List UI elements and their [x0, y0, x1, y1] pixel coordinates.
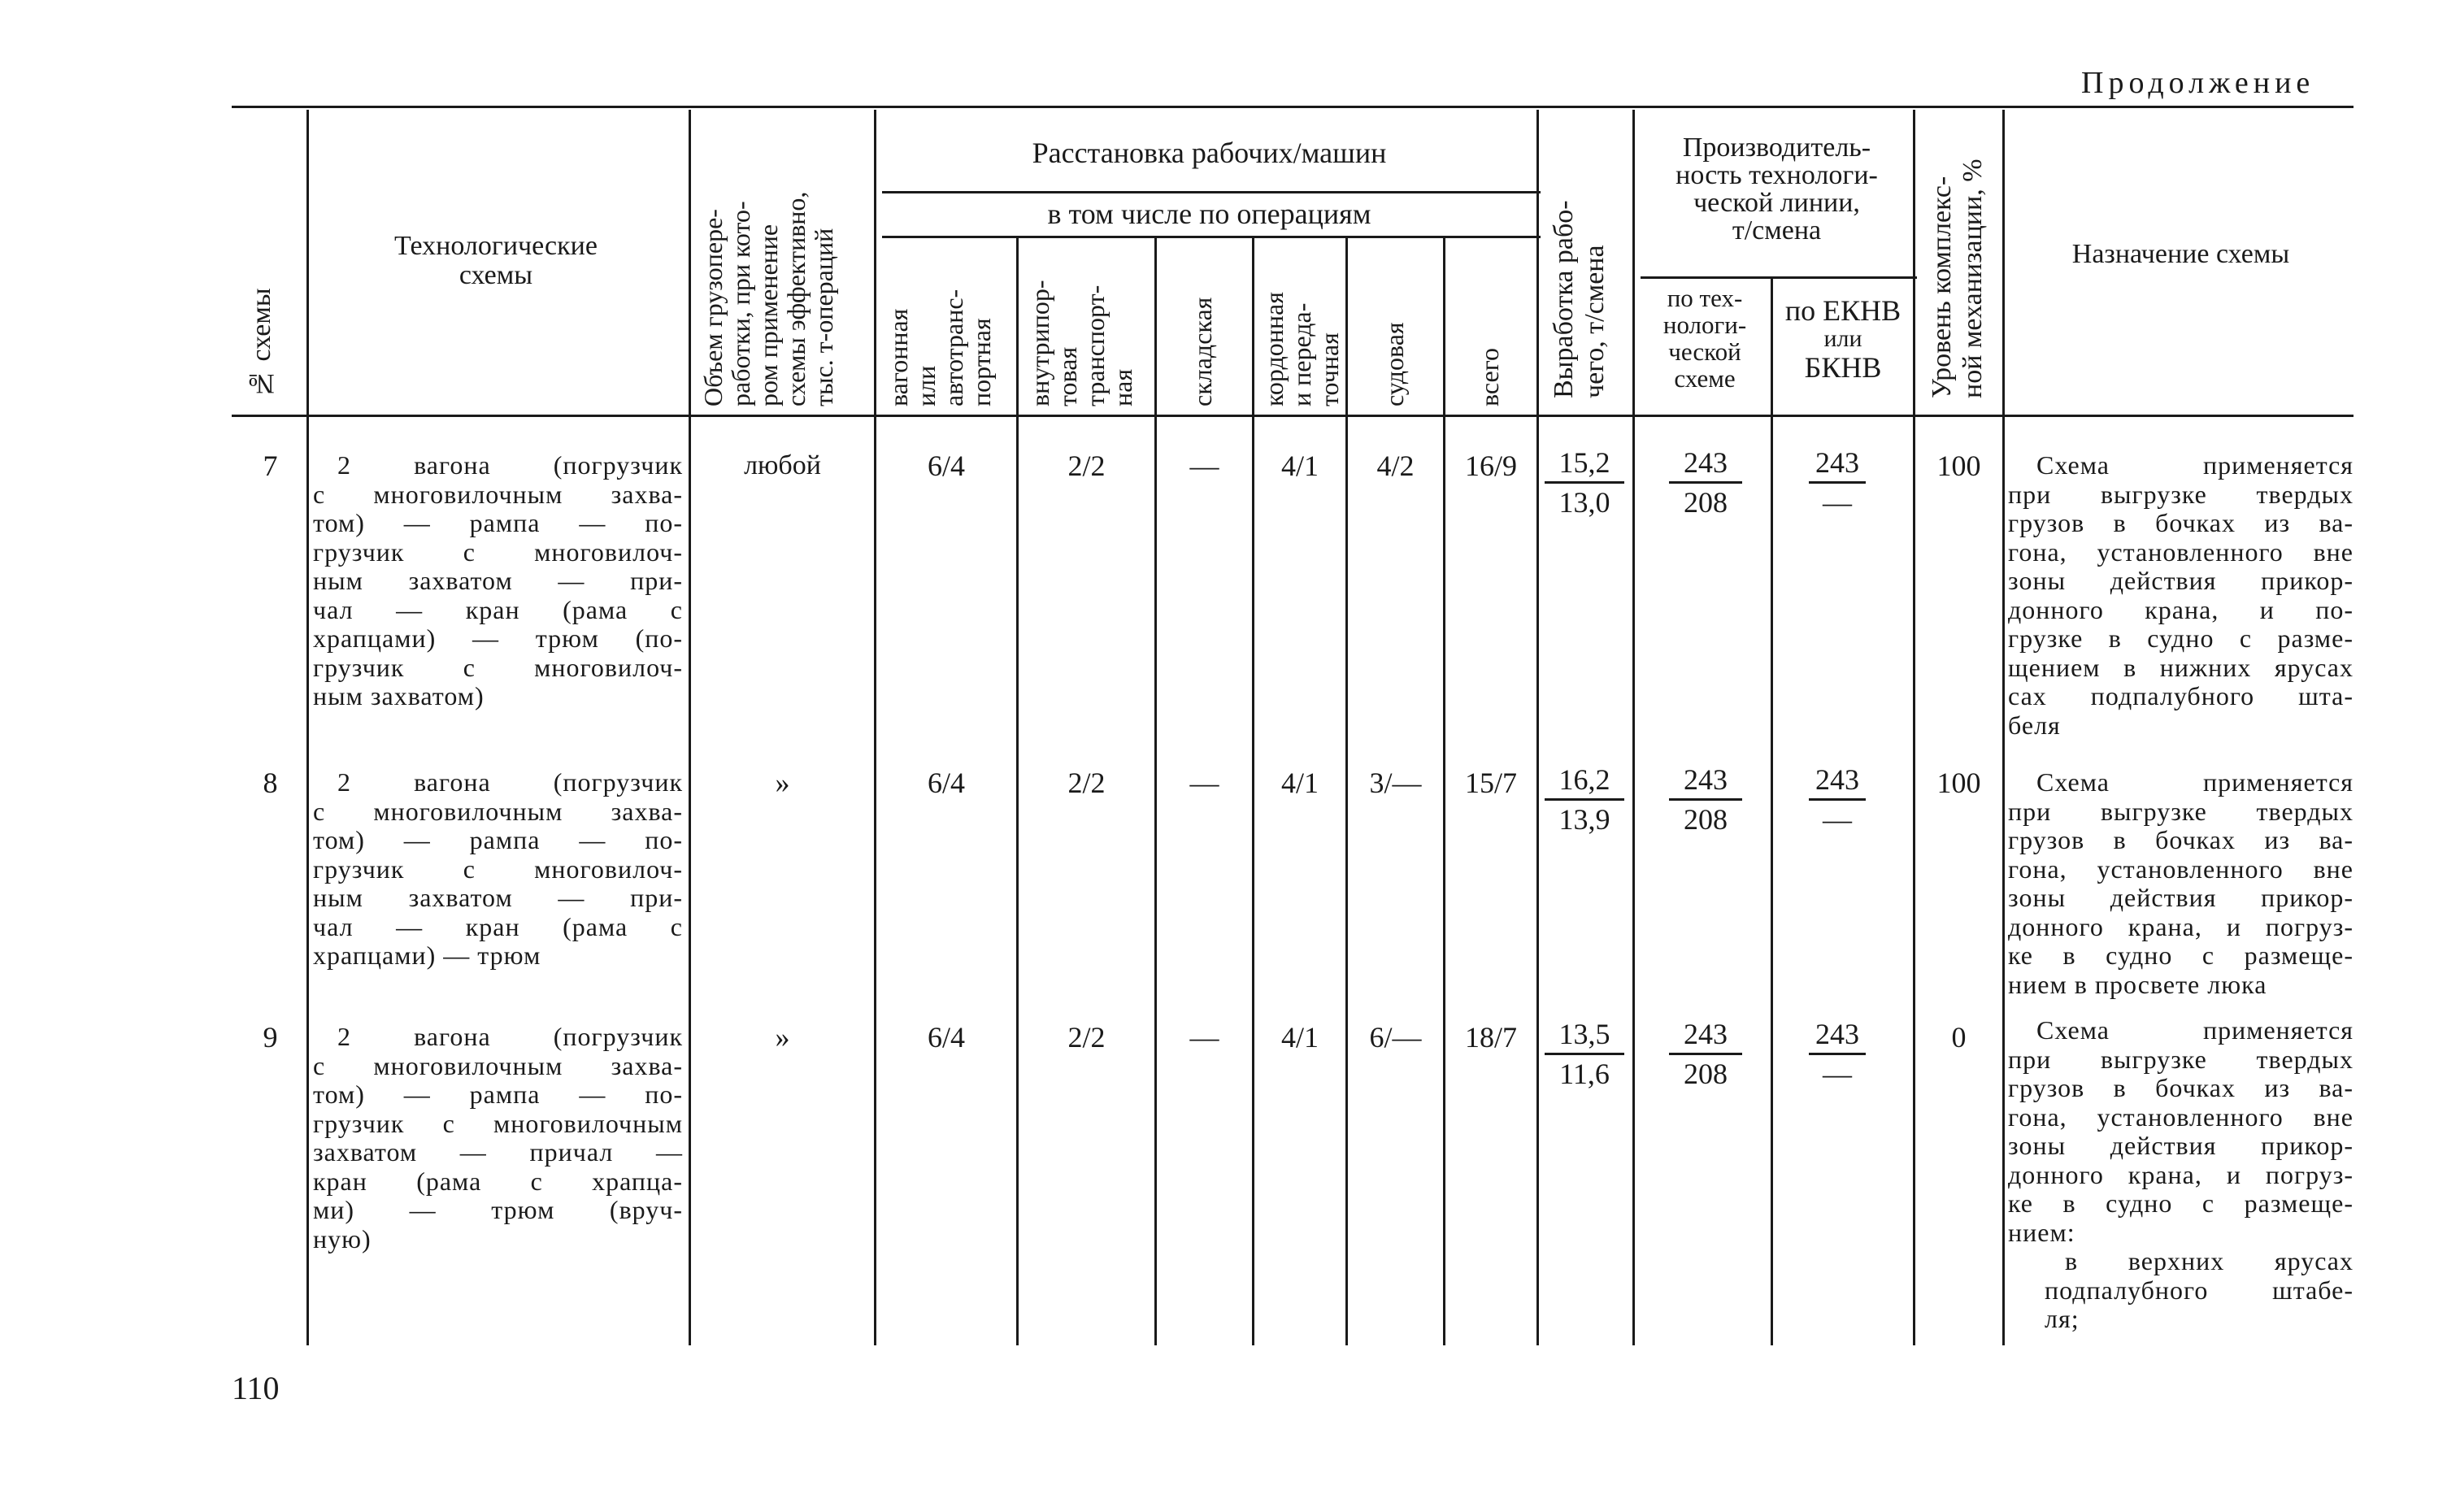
- col-rule-10: [1632, 110, 1635, 1345]
- row-9-scheme-line-1: 2 вагона (погрузчик: [337, 1022, 683, 1051]
- table-top-rule: [232, 106, 2354, 108]
- row-8-purpose-line-4: гона, установленного вне: [2008, 854, 2354, 884]
- row-7-purpose-line-6: донного крана, и по-: [2008, 594, 2354, 624]
- row-7-purpose-line-4: гона, установленного вне: [2008, 537, 2354, 567]
- row-9-warehouse: —: [1189, 1021, 1219, 1054]
- header-placement-sub: в том числе по операциям: [1047, 198, 1371, 230]
- row-7-scheme: [313, 451, 683, 711]
- header-op-ship-line-1: судовая: [1380, 322, 1409, 406]
- header-prod-tech-line-4: схеме: [1674, 364, 1736, 393]
- row-7-scheme-line-8: грузчик с многовилоч-: [313, 652, 683, 682]
- header-volume-line-5: тыс. т-операций: [809, 228, 838, 406]
- header-prod-tech-line-3: ческой: [1668, 337, 1741, 366]
- row-9-output-denominator: 11,6: [1559, 1058, 1610, 1090]
- header-op-total: [1476, 244, 1503, 406]
- row-9-scheme-line-3: том) — рампа — по-: [313, 1080, 683, 1109]
- col-rule-12: [1913, 110, 1915, 1345]
- header-output: [1549, 138, 1610, 398]
- row-8-warehouse: —: [1189, 767, 1219, 799]
- header-mech-line-2: ной механизации, %: [1958, 159, 1988, 398]
- col-rule-3: [874, 110, 876, 1345]
- row-7-purpose-line-1: Схема применяется: [2036, 450, 2354, 480]
- header-productivity-line-3: ческой линии,: [1693, 188, 1860, 218]
- header-prod-tech-line-2: нологи-: [1662, 311, 1747, 339]
- row-7-wagon: 6/4: [927, 450, 965, 482]
- row-7-eknv-denominator: —: [1823, 486, 1852, 519]
- row-8-purpose-line-5: зоны действия прикор-: [2008, 883, 2354, 912]
- row-7-internal: 2/2: [1067, 450, 1106, 482]
- header-op-ship: [1380, 244, 1408, 406]
- row-9-purpose: [2008, 1016, 2354, 1334]
- row-7-productivity: [1669, 445, 1742, 519]
- header-output-line-1: Выработка рабо-: [1549, 200, 1579, 398]
- row-8-eknv-numerator: 243: [1809, 763, 1866, 801]
- row-8-purpose-line-3: грузов в бочках из ва-: [2008, 825, 2354, 854]
- row-7-purpose-line-2: при выгрузке твердых: [2008, 479, 2354, 509]
- row-7-scheme-line-1: 2 вагона (погрузчик: [337, 450, 683, 480]
- header-op-kordon: [1260, 244, 1343, 406]
- row-7-purpose-line-5: зоны действия прикор-: [2008, 566, 2354, 595]
- row-8-scheme-line-1: 2 вагона (погрузчик: [337, 767, 683, 797]
- row-8-purpose-line-1: Схема применяется: [2036, 767, 2354, 797]
- row-7-purpose-line-8: щением в нижних ярусах: [2008, 652, 2354, 682]
- row-7-output: [1545, 445, 1624, 519]
- header-op-warehouse-line-1: складская: [1188, 297, 1217, 406]
- row-9-purpose-extra-line-2: подпалубного штабе-: [2045, 1275, 2354, 1305]
- row-9-output-numerator: 13,5: [1545, 1017, 1624, 1055]
- row-8-scheme-line-5: ным захватом — при-: [313, 883, 683, 912]
- row-9-kordon: 4/1: [1280, 1021, 1319, 1054]
- row-8-output-denominator: 13,9: [1558, 803, 1610, 836]
- row-8-scheme-line-3: том) — рампа — по-: [313, 825, 683, 854]
- row-7-ship: 4/2: [1376, 450, 1415, 482]
- row-8-ship: 3/—: [1369, 767, 1422, 799]
- placement-sub-rule: [882, 236, 1541, 238]
- header-prod-eknv: [1775, 294, 1911, 384]
- col-rule-11: [1771, 276, 1773, 1345]
- row-7-number: 7: [263, 450, 278, 482]
- row-8-scheme-line-4: грузчик с многовилоч-: [313, 854, 683, 884]
- header-volume-line-2: работки, при кото-: [726, 201, 755, 406]
- header-volume-line-1: Объем грузопере-: [698, 209, 728, 406]
- row-8-kordon: 4/1: [1280, 767, 1319, 799]
- col-rule-9: [1536, 110, 1539, 1345]
- row-9-eknv-numerator: 243: [1809, 1017, 1866, 1055]
- row-7-warehouse: —: [1189, 450, 1219, 482]
- row-8-number: 8: [263, 767, 278, 799]
- header-op-internal-line-2: товая: [1053, 346, 1082, 406]
- header-schemes-text: Технологические схемы: [394, 231, 598, 290]
- header-op-wagon-line-3: автотранс-: [939, 289, 968, 406]
- row-7-kordon: 4/1: [1280, 450, 1319, 482]
- row-9-purpose-line-7: ке в судно с размеще-: [2008, 1188, 2354, 1218]
- row-8-purpose-line-2: при выгрузке твердых: [2008, 796, 2354, 826]
- row-8-eknv-denominator: —: [1823, 803, 1852, 836]
- row-7-purpose-line-10: беля: [2008, 710, 2061, 740]
- placement-header-rule: [882, 191, 1541, 193]
- row-9-scheme-line-2: с многовилочным захва-: [313, 1050, 683, 1080]
- header-op-kordon-line-2: и переда-: [1287, 302, 1316, 406]
- header-output-line-2: чего, т/смена: [1580, 245, 1610, 398]
- header-productivity-line-4: т/смена: [1732, 215, 1822, 245]
- header-productivity-line-1: Производитель-: [1682, 133, 1871, 163]
- row-9-scheme-line-6: кран (рама с храпца-: [313, 1166, 683, 1196]
- row-9-purpose-extra-line-1: в верхних ярусах: [2065, 1246, 2354, 1275]
- row-8-productivity-denominator: 208: [1684, 803, 1728, 836]
- row-8-purpose: [2008, 768, 2354, 999]
- header-productivity: [1641, 134, 1913, 245]
- header-op-kordon-line-1: кордонная: [1259, 292, 1289, 406]
- header-op-internal-line-3: транспорт-: [1080, 285, 1110, 406]
- header-productivity-line-2: ность технологи-: [1675, 160, 1878, 190]
- row-7-scheme-line-9: ным захватом): [313, 681, 485, 710]
- row-8-volume: »: [775, 767, 790, 799]
- row-8-scheme: [313, 768, 683, 971]
- header-op-warehouse: [1189, 244, 1216, 406]
- row-9-scheme-line-5: захватом — причал —: [313, 1137, 683, 1167]
- header-op-wagon: [884, 244, 995, 406]
- row-7-purpose-line-9: сах подпалубного шта-: [2008, 681, 2354, 710]
- row-7-volume: любой: [744, 450, 821, 480]
- continuation-label: Продолжение: [2081, 66, 2315, 100]
- header-volume: [699, 114, 837, 406]
- row-8-scheme-line-7: храпцами) — трюм: [313, 941, 541, 970]
- row-9-scheme: [313, 1023, 683, 1253]
- row-9-internal: 2/2: [1067, 1021, 1106, 1054]
- header-placement: Расстановка рабочих/машин: [1032, 137, 1387, 169]
- header-op-kordon-line-3: точная: [1315, 332, 1344, 406]
- header-scheme-number: № схемы: [246, 288, 276, 398]
- row-9-total: 18/7: [1464, 1021, 1517, 1054]
- row-9-purpose-line-8: нием:: [2008, 1217, 2075, 1247]
- row-8-scheme-line-6: чал — кран (рама с: [313, 911, 683, 941]
- row-7-mechanization: 100: [1936, 450, 1981, 482]
- row-9-scheme-line-4: грузчик с многовилочным: [313, 1108, 683, 1138]
- header-op-internal-line-4: ная: [1108, 368, 1137, 406]
- row-8-productivity: [1669, 763, 1742, 836]
- header-prod-tech-line-1: по тех-: [1667, 284, 1743, 312]
- row-7-purpose-line-7: грузке в судно с разме-: [2008, 623, 2354, 653]
- col-rule-13: [2002, 110, 2005, 1345]
- row-7-total: 16/9: [1464, 450, 1517, 482]
- row-8-wagon: 6/4: [927, 767, 965, 799]
- header-op-wagon-line-1: вагонная: [884, 308, 913, 406]
- page-number: 110: [232, 1370, 280, 1406]
- row-9-purpose-line-5: зоны действия прикор-: [2008, 1131, 2354, 1160]
- row-9-number: 9: [263, 1021, 278, 1054]
- header-bottom-rule: [232, 415, 2354, 417]
- row-8-internal: 2/2: [1067, 767, 1106, 799]
- row-9-productivity-numerator: 243: [1669, 1017, 1742, 1055]
- row-7-purpose-line-3: грузов в бочках из ва-: [2008, 508, 2354, 537]
- header-prod-eknv-line-1: по ЕКНВ: [1784, 294, 1902, 327]
- row-9-eknv-denominator: —: [1823, 1058, 1852, 1090]
- header-prod-eknv-line-2: или: [1823, 325, 1862, 352]
- row-9-purpose-line-2: при выгрузке твердых: [2008, 1044, 2354, 1074]
- row-9-ship: 6/—: [1369, 1021, 1422, 1054]
- row-7-scheme-line-3: том) — рампа — по-: [313, 508, 683, 537]
- row-9-productivity-denominator: 208: [1684, 1058, 1728, 1090]
- row-7-scheme-line-2: с многовилочным захва-: [313, 479, 683, 509]
- header-schemes: [325, 232, 667, 290]
- row-9-purpose-line-3: грузов в бочках из ва-: [2008, 1073, 2354, 1102]
- row-8-total: 15/7: [1464, 767, 1517, 799]
- row-7-scheme-line-5: ным захватом — при-: [313, 566, 683, 595]
- row-9-scheme-line-7: ми) — трюм (вруч-: [313, 1195, 683, 1224]
- row-8-mechanization: 100: [1936, 767, 1981, 799]
- header-op-wagon-line-4: портная: [967, 318, 996, 406]
- row-8-scheme-line-2: с многовилочным захва-: [313, 796, 683, 826]
- header-op-internal: [1026, 244, 1137, 406]
- header-prod-tech: [1641, 285, 1769, 392]
- row-7-scheme-line-4: грузчик с многовилоч-: [313, 537, 683, 567]
- header-op-wagon-line-2: или: [911, 365, 941, 406]
- row-9-purpose-line-4: гона, установленного вне: [2008, 1101, 2354, 1132]
- row-8-productivity-numerator: 243: [1669, 763, 1742, 801]
- row-8-purpose-line-8: нием в просвете люка: [2008, 969, 2267, 999]
- row-9-purpose-line-1: Схема применяется: [2036, 1015, 2354, 1045]
- row-7-scheme-line-7: храпцами) — трюм (по-: [313, 623, 683, 653]
- row-9-wagon: 6/4: [927, 1021, 965, 1054]
- row-7-productivity-denominator: 208: [1684, 486, 1728, 519]
- header-purpose: Назначение схемы: [2071, 239, 2290, 269]
- row-7-output-numerator: 15,2: [1545, 445, 1624, 484]
- row-9-purpose-extra-line-3: ля;: [2045, 1304, 2080, 1333]
- col-rule-2: [689, 110, 691, 1345]
- header-op-total-line-1: всего: [1475, 347, 1504, 406]
- row-9-scheme-line-8: ную): [313, 1223, 372, 1253]
- row-7-scheme-line-6: чал — кран (рама с: [313, 594, 683, 624]
- header-volume-line-3: ром применение: [754, 224, 783, 406]
- row-8-eknv: [1809, 763, 1866, 836]
- row-7-purpose: [2008, 451, 2354, 740]
- row-9-output: [1545, 1017, 1624, 1091]
- row-9-mechanization: 0: [1951, 1021, 1967, 1054]
- row-7-eknv: [1809, 445, 1866, 519]
- header-mech-level: [1927, 114, 1988, 398]
- row-9-purpose-line-6: донного крана, и погруз-: [2008, 1159, 2354, 1189]
- header-op-internal-line-1: внутрипор-: [1025, 280, 1054, 406]
- productivity-sub-rule: [1641, 276, 1917, 279]
- row-8-output: [1545, 763, 1624, 836]
- row-8-purpose-line-6: донного крана, и погруз-: [2008, 911, 2354, 941]
- header-volume-line-4: схемы эффективно,: [781, 191, 811, 406]
- col-rule-1: [306, 110, 309, 1345]
- row-7-productivity-numerator: 243: [1669, 445, 1742, 484]
- row-9-eknv: [1809, 1017, 1866, 1091]
- row-7-output-denominator: 13,0: [1558, 486, 1610, 519]
- header-mech-line-1: Уровень комплекс-: [1927, 176, 1957, 398]
- row-8-output-numerator: 16,2: [1545, 763, 1624, 801]
- header-prod-eknv-line-3: БКНВ: [1804, 351, 1882, 384]
- row-8-purpose-line-7: ке в судно с размеще-: [2008, 941, 2354, 970]
- row-7-eknv-numerator: 243: [1809, 445, 1866, 484]
- row-9-volume: »: [775, 1021, 790, 1054]
- row-9-productivity: [1669, 1017, 1742, 1091]
